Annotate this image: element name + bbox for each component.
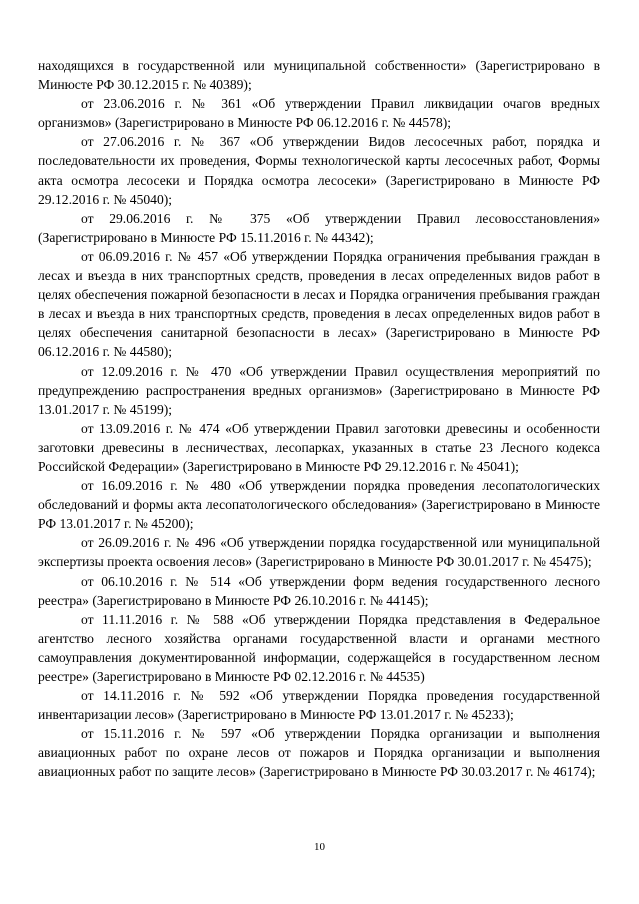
- paragraph: от 13.09.2016 г. № 474 «Об утверждении Правил заготовки древесины и особенности заготовки древесины в лесничествах, лесопарках, указанных в статье 23 Лесного кодекса Российской Федерации» (Зарегистрировано в Минюсте РФ 29.12.2016 г. № 45041);: [38, 420, 600, 474]
- document-body: [38, 56, 600, 782]
- paragraph: от 16.09.2016 г. № 480 «Об утверждении порядка проведения лесопатологических обследований и формы акта лесопатологического обследования» (Зарегистрировано в Минюсте РФ 13.01.2017 г. № 45200);: [38, 478, 600, 532]
- paragraph: от 06.10.2016 г. № 514 «Об утверждении форм ведения государственного лесного реестра» (Зарегистрировано в Минюсте РФ 26.10.2016 г. № 44145);: [38, 573, 600, 608]
- paragraph: от 26.09.2016 г. № 496 «Об утверждении порядка государственной или муниципальной экспертизы проекта освоения лесов» (Зарегистрировано в Минюсте РФ 30.01.2017 г. № 45475);: [38, 535, 600, 570]
- paragraph: от 11.11.2016 г. № 588 «Об утверждении Порядка представления в Федеральное агентство лесного хозяйства органами государственной власти и органами местного самоуправления документированной информации, содержащейся в государственном лесном реестре» (Зарегистрировано в Минюсте РФ 02.12.2016 г. № 44535): [38, 611, 600, 684]
- paragraph: от 06.09.2016 г. № 457 «Об утверждении Порядка ограничения пребывания граждан в лесах и въезда в них транспортных средств, проведения в лесах определенных видов работ в целях обеспечения пожарной безопасности в лесах и Порядка ограничения пребывания граждан в лесах и въезда в них транспортных средств, проведения в лесах определенных видов работ в целях обеспечения санитарной безопасности в лесах» (Зарегистрировано в Минюсте РФ 06.12.2016 г. № 44580);: [38, 248, 600, 360]
- paragraph: от 27.06.2016 г. № 367 «Об утверждении Видов лесосечных работ, порядка и последовательности их проведения, Формы технологической карты лесосечных работ, Формы акта осмотра лесосеки и Порядка осмотра лесосеки» (Зарегистрировано в Минюсте РФ 29.12.2016 г. № 45040);: [38, 134, 600, 207]
- paragraph: от 12.09.2016 г. № 470 «Об утверждении Правил осуществления мероприятий по предупреждению распространения вредных организмов» (Зарегистрировано в Минюсте РФ 13.01.2017 г. № 45199);: [38, 363, 600, 417]
- paragraph: от 15.11.2016 г. № 597 «Об утверждении Порядка организации и выполнения авиационных работ по охране лесов от пожаров и Порядка организации и выполнения авиационных работ по защите лесов» (Зарегистрировано в Минюсте РФ 30.03.2017 г. № 46174);: [38, 726, 600, 780]
- page-number: 10: [314, 841, 325, 853]
- paragraph: от 14.11.2016 г. № 592 «Об утверждении Порядка проведения государственной инвентаризации лесов» (Зарегистрировано в Минюсте РФ 13.01.2017 г. № 45233);: [38, 688, 600, 723]
- paragraph: от 29.06.2016 г. № 375 «Об утверждении Правил лесовосстановления» (Зарегистрировано в Минюсте РФ 15.11.2016 г. № 44342);: [38, 210, 600, 245]
- paragraph: от 23.06.2016 г. № 361 «Об утверждении Правил ликвидации очагов вредных организмов» (Зарегистрировано в Минюсте РФ 06.12.2016 г. № 44578);: [38, 96, 600, 131]
- paragraph: находящихся в государственной или муниципальной собственности» (Зарегистрировано в Минюсте РФ 30.12.2015 г. № 40389);: [38, 58, 600, 93]
